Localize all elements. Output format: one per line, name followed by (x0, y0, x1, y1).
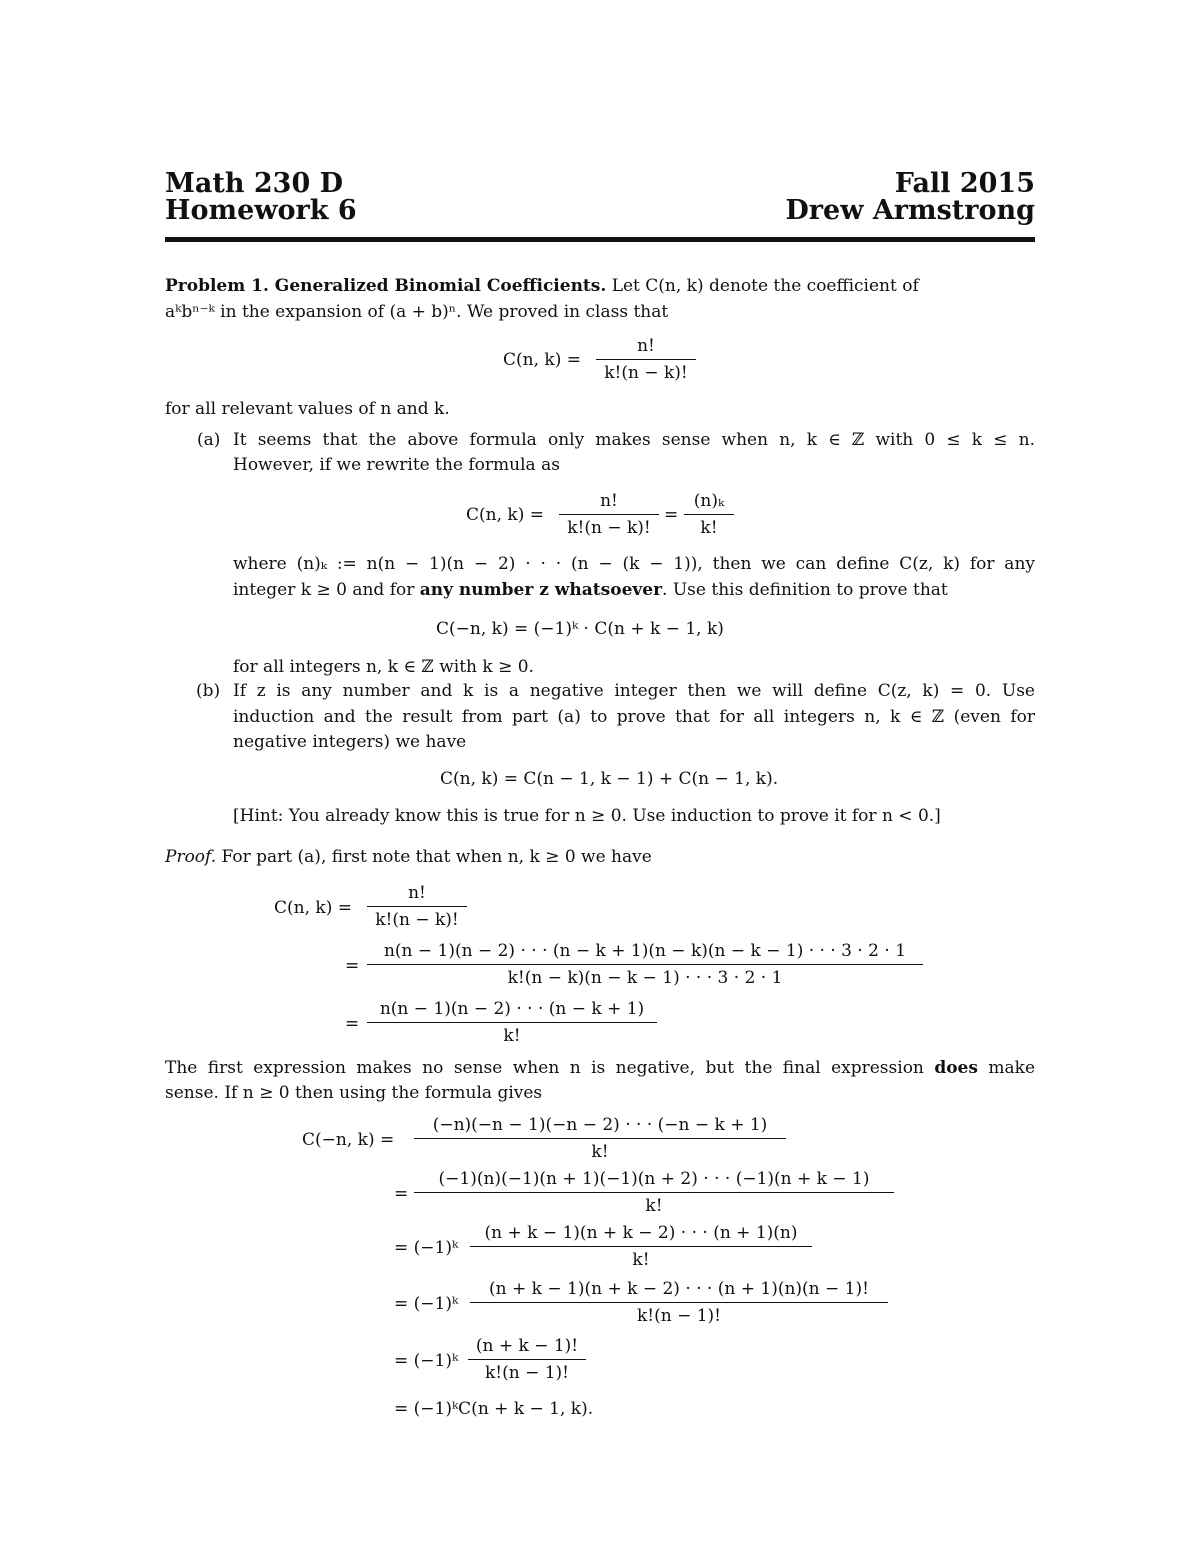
part-a-claim: C(−n, k) = (−1)ᵏ · C(n + k − 1, k) (436, 619, 724, 639)
derivation-e1-lhs: C(−n, k) = (302, 1130, 395, 1150)
part-a-line-4 (233, 580, 948, 600)
part-a-eq-sign: = (664, 505, 679, 525)
problem-intro-text: Let C(n, k) denote the coefficient of (611, 276, 919, 296)
course-title: Math 230 D (165, 168, 344, 199)
header-divider (165, 237, 1035, 242)
part-a-label: (a) (197, 430, 221, 450)
paragraph-text: The first expression makes no sense when n is negative, but the final expression (165, 1058, 924, 1078)
derivation-3-eq: = (345, 1014, 360, 1034)
derivation-1-lhs: C(n, k) = (274, 898, 352, 918)
author-name: Drew Armstrong (785, 195, 1035, 226)
proof-label: Proof. (165, 847, 217, 867)
derivation-2-eq: = (345, 956, 360, 976)
derivation-e4-prefix: = (−1)ᵏ (394, 1294, 459, 1314)
part-a-line-1: It seems that the above formula only makes sense when n, k ∈ ℤ with 0 ≤ k ≤ n. (233, 430, 1035, 450)
paragraph-emphasis: does (934, 1058, 978, 1078)
proof-paragraph-line-2: sense. If n ≥ 0 then using the formula gives (165, 1083, 543, 1103)
fraction-denominator: k!(n − k)(n − k − 1) · · · 3 · 2 · 1 (507, 968, 783, 988)
fraction-denominator: k!(n − k)! (604, 363, 688, 383)
term-label: Fall 2015 (894, 168, 1035, 199)
fraction-numerator: n(n − 1)(n − 2) · · · (n − k + 1)(n − k)(n − k − 1) · · · 3 · 2 · 1 (367, 941, 923, 965)
fraction-denominator: k!(n − 1)! (484, 1363, 570, 1383)
derivation-e3-fraction (470, 1223, 812, 1270)
proof-intro: For part (a), first note that when n, k ≥ 0 we have (221, 847, 652, 867)
part-a-eq-lhs: C(n, k) = (466, 505, 544, 525)
proof-line-1 (165, 847, 652, 867)
derivation-2-fraction (367, 941, 923, 988)
derivation-e1-fraction (414, 1115, 786, 1162)
fraction-numerator: n! (596, 336, 696, 360)
part-a-line-5: for all integers n, k ∈ ℤ with k ≥ 0. (233, 657, 534, 677)
pascal-recurrence: C(n, k) = C(n − 1, k − 1) + C(n − 1, k). (440, 769, 779, 789)
fraction-numerator: (−n)(−n − 1)(−n − 2) · · · (−n − k + 1) (414, 1115, 786, 1139)
fraction-denominator: k! (645, 1196, 663, 1216)
part-a-line-4-end: . Use this definition to prove that (662, 580, 948, 600)
derivation-1-fraction (367, 883, 467, 930)
fraction-denominator: k! (503, 1026, 521, 1046)
part-a-fraction-2 (684, 491, 734, 538)
derivation-e6: = (−1)ᵏC(n + k − 1, k). (394, 1399, 594, 1419)
part-a-fraction-1 (559, 491, 659, 538)
derivation-e5-prefix: = (−1)ᵏ (394, 1351, 459, 1371)
fraction-denominator: k!(n − 1)! (636, 1306, 722, 1326)
fraction-numerator: n(n − 1)(n − 2) · · · (n − k + 1) (367, 999, 657, 1023)
fraction-denominator: k!(n − k)! (375, 910, 459, 930)
derivation-e2-fraction (414, 1169, 894, 1216)
hint-text: [Hint: You already know this is true for n ≥ 0. Use induction to prove it for n < 0.] (233, 806, 941, 826)
derivation-e4-fraction (470, 1279, 888, 1326)
derivation-e3-prefix: = (−1)ᵏ (394, 1238, 459, 1258)
fraction-numerator: (n + k − 1)(n + k − 2) · · · (n + 1)(n) (470, 1223, 812, 1247)
part-b-line-3: negative integers) we have (233, 732, 467, 752)
fraction-numerator: n! (559, 491, 659, 515)
derivation-e2-eq: = (394, 1184, 409, 1204)
part-a-line-4-start: integer k ≥ 0 and for (233, 580, 415, 600)
part-b-line-1: If z is any number and k is a negative integer then we will define C(z, k) = 0. Use (233, 681, 1035, 701)
after-equation-text: for all relevant values of n and k. (165, 399, 450, 419)
fraction-numerator: (n + k − 1)(n + k − 2) · · · (n + 1)(n)(n − 1)! (470, 1279, 888, 1303)
homework-title: Homework 6 (165, 195, 357, 226)
part-b-label: (b) (196, 681, 221, 701)
derivation-3-fraction (367, 999, 657, 1046)
fraction-denominator: k!(n − k)! (567, 518, 651, 538)
problem-title: Problem 1. Generalized Binomial Coefficients. (165, 276, 607, 296)
part-b-line-2: induction and the result from part (a) to prove that for all integers n, k ∈ ℤ (even for (233, 707, 1035, 727)
fraction-denominator: k! (632, 1250, 650, 1270)
proof-paragraph-line-1 (165, 1058, 1035, 1078)
binomial-fraction (596, 336, 696, 383)
fraction-numerator: n! (367, 883, 467, 907)
paragraph-text-end: make (988, 1058, 1036, 1078)
binomial-eq-lhs: C(n, k) = (503, 350, 581, 370)
problem-intro-line-2: aᵏbⁿ⁻ᵏ in the expansion of (a + b)ⁿ. We proved in class that (165, 302, 669, 322)
part-a-line-2: However, if we rewrite the formula as (233, 455, 560, 475)
problem-intro-line-1 (165, 276, 919, 296)
fraction-denominator: k! (700, 518, 718, 538)
fraction-numerator: (−1)(n)(−1)(n + 1)(−1)(n + 2) · · · (−1)(n + k − 1) (414, 1169, 894, 1193)
derivation-e5-fraction (468, 1336, 586, 1383)
part-a-line-3: where (n)ₖ := n(n − 1)(n − 2) · · · (n − (k − 1)), then we can define C(z, k) for any (233, 554, 1035, 574)
fraction-denominator: k! (591, 1142, 609, 1162)
fraction-numerator: (n)ₖ (684, 491, 734, 515)
part-a-emphasis: any number z whatsoever (419, 580, 663, 600)
fraction-numerator: (n + k − 1)! (468, 1336, 586, 1360)
